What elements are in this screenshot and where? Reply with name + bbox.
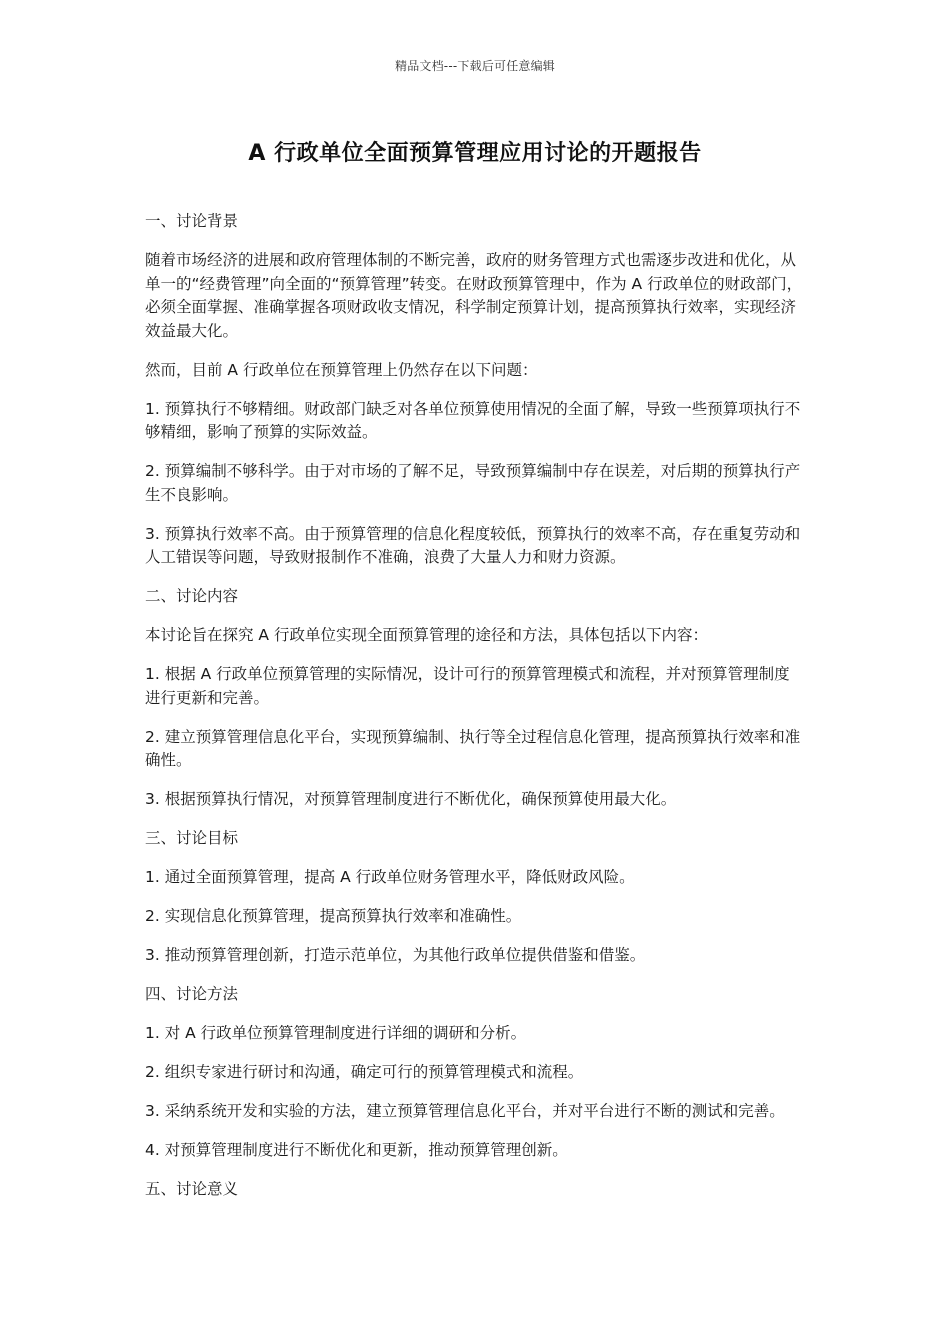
list-item: 3. 采纳系统开发和实验的方法，建立预算管理信息化平台，并对平台进行不断的测试和完善。 xyxy=(145,1102,785,1120)
list-item: 4. 对预算管理制度进行不断优化和更新，推动预算管理创新。 xyxy=(145,1141,568,1159)
list-item: 2. 组织专家进行研讨和沟通，确定可行的预算管理模式和流程。 xyxy=(145,1063,584,1081)
list-item: 1. 通过全面预算管理，提高 A 行政单位财务管理水平，降低财政风险。 xyxy=(145,868,635,886)
list-item: 1. 对 A 行政单位预算管理制度进行详细的调研和分析。 xyxy=(145,1024,527,1042)
list-item: 1. 预算执行不够精细。财政部门缺乏对各单位预算使用情况的全面了解，导致一些预算项执行不够精细，影响了预算的实际效益。 xyxy=(145,399,801,441)
body-paragraph: 然而，目前 A 行政单位在预算管理上仍然存在以下问题： xyxy=(145,360,538,379)
list-item: 3. 预算执行效率不高。由于预算管理的信息化程度较低，预算执行的效率不高，存在重复劳动和人工错误等问题，导致财报制作不准确，浪费了大量人力和财力资源。 xyxy=(145,524,801,566)
list-item: 3. 推动预算管理创新，打造示范单位，为其他行政单位提供借鉴和借鉴。 xyxy=(145,946,646,964)
list-item: 2. 建立预算管理信息化平台，实现预算编制、执行等全过程信息化管理，提高预算执行效率和准确性。 xyxy=(145,727,801,769)
list-item: 1. 根据 A 行政单位预算管理的实际情况，设计可行的预算管理模式和流程，并对预算管理制度进行更新和完善。 xyxy=(145,665,790,707)
list-item: 2. 预算编制不够科学。由于对市场的了解不足，导致预算编制中存在误差，对后期的预算执行产生不良影响。 xyxy=(145,462,801,504)
document-body xyxy=(145,210,805,1217)
section-heading: 五、讨论意义 xyxy=(145,1180,239,1198)
page-header: 精品文档---下载后可任意编辑 xyxy=(395,59,555,73)
body-paragraph: 本讨论旨在探究 A 行政单位实现全面预算管理的途径和方法，具体包括以下内容： xyxy=(145,626,708,644)
section-heading: 四、讨论方法 xyxy=(145,985,239,1003)
section-heading: 二、讨论内容 xyxy=(145,587,239,605)
body-paragraph: 随着市场经济的进展和政府管理体制的不断完善，政府的财务管理方式也需逐步改进和优化，从单一的“经费管理”向全面的“预算管理”转变。在财政预算管理中，作为 A 行政单位的财政部门，必须全面掌握、准确掌握各项财政收支情况，科学制定预算计划，提高预算执行效率，实现经济效益最大化。 xyxy=(145,251,803,340)
section-heading: 一、讨论背景 xyxy=(145,212,239,230)
document-title: A 行政单位全面预算管理应用讨论的开题报告 xyxy=(248,141,702,166)
list-item: 2. 实现信息化预算管理，提高预算执行效率和准确性。 xyxy=(145,907,522,925)
list-item: 3. 根据预算执行情况，对预算管理制度进行不断优化，确保预算使用最大化。 xyxy=(145,790,677,808)
section-heading: 三、讨论目标 xyxy=(145,829,239,847)
